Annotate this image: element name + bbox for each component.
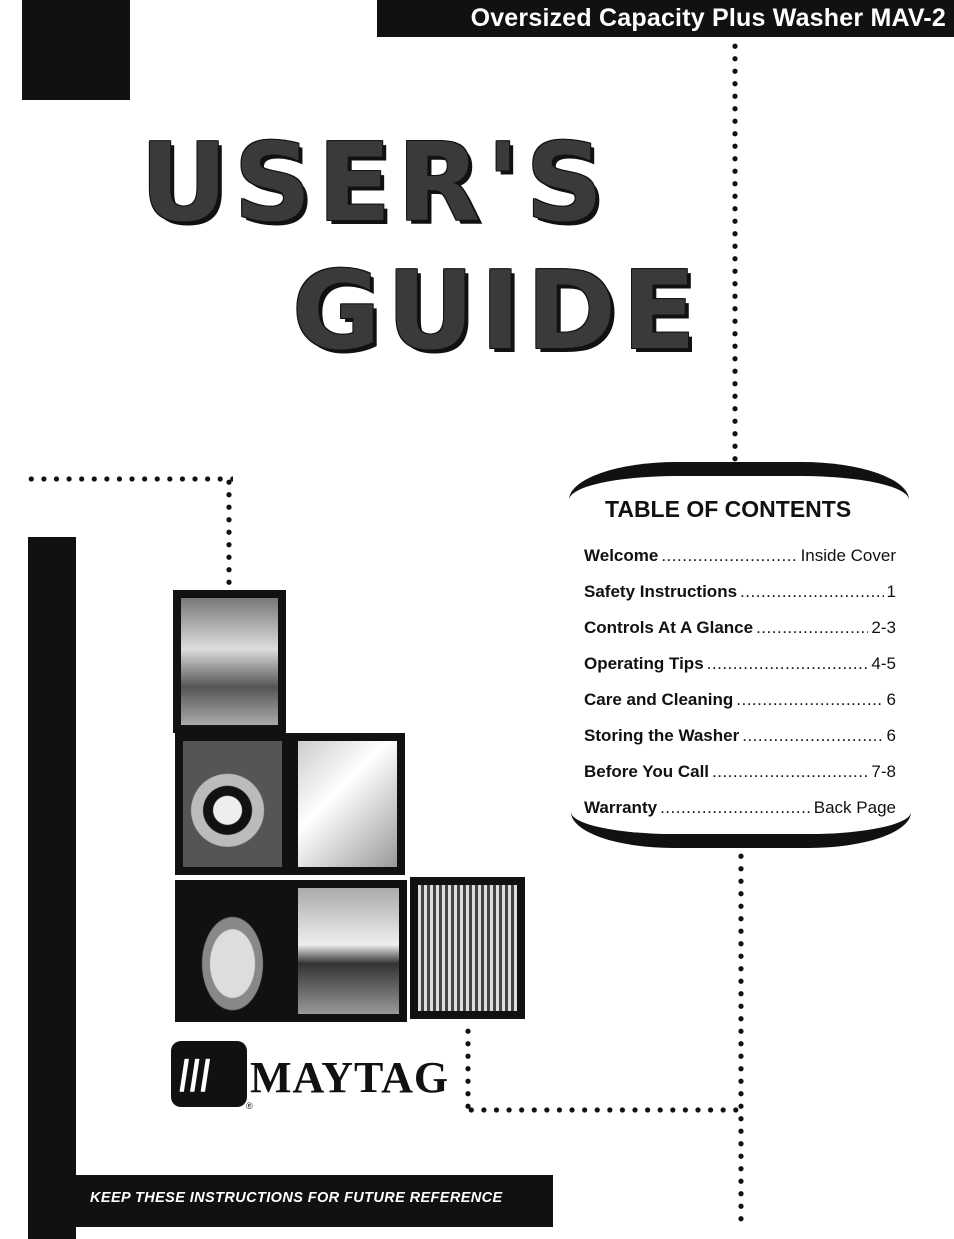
toc-heading: TABLE OF CONTENTS (605, 496, 852, 522)
photo-maytag-repairman (175, 880, 290, 1022)
dotted-rule-right-bottom (738, 850, 744, 1225)
toc-entry-label: Storing the Washer (584, 726, 740, 745)
toc-leader (661, 546, 797, 566)
dotted-rule-center-vertical (465, 1025, 471, 1113)
toc-leader (707, 654, 869, 674)
toc-entry-page: 4-5 (871, 654, 896, 673)
toc-top-arc (569, 462, 909, 500)
toc-entry-page: 6 (886, 690, 896, 709)
toc-entry-label: Operating Tips (584, 654, 704, 673)
toc-entry-page: Inside Cover (800, 546, 896, 565)
photo-cooktop (290, 880, 407, 1022)
toc-entry-label: Controls At A Glance (584, 618, 754, 637)
toc-leader (756, 618, 868, 638)
dotted-rule-right-top (732, 40, 738, 462)
corner-black-block (22, 0, 130, 100)
toc-entry-storing[interactable] (584, 726, 896, 746)
maytag-logo-icon: \\\ (171, 1041, 247, 1107)
toc-leader (742, 726, 883, 746)
toc-entry-page: 2-3 (871, 618, 896, 637)
toc-entry-before-you-call[interactable] (584, 762, 896, 782)
toc-entry-label: Care and Cleaning (584, 690, 734, 709)
toc-entry-controls[interactable] (584, 618, 896, 638)
model-title: Oversized Capacity Plus Washer MAV-2 (470, 4, 946, 32)
dotted-rule-left-vertical (226, 476, 232, 588)
toc-entry-label: Welcome (584, 546, 659, 565)
toc-entry-welcome[interactable] (584, 546, 896, 566)
dotted-rule-bottom-horizontal (465, 1107, 743, 1113)
title-guide: GUIDE (292, 249, 702, 374)
photo-washer-drum (175, 733, 290, 875)
toc-entry-label: Warranty (584, 798, 658, 817)
table-of-contents (565, 462, 910, 848)
photo-dryer-door (290, 733, 405, 875)
toc-entry-page: Back Page (813, 798, 896, 817)
toc-entry-label: Safety Instructions (584, 582, 738, 601)
photo-refrigerator (173, 590, 286, 733)
toc-entry-page: 6 (886, 726, 896, 745)
brand-name: MAYTAG (250, 1053, 450, 1102)
dotted-rule-left-horizontal (25, 476, 233, 482)
toc-entry-safety[interactable] (584, 582, 896, 602)
toc-leader (712, 762, 868, 782)
footer-notice: KEEP THESE INSTRUCTIONS FOR FUTURE REFERENCE (90, 1190, 503, 1206)
toc-entry-page: 1 (886, 582, 896, 601)
toc-leader (736, 690, 883, 710)
photo-dishwasher-rack (410, 877, 525, 1019)
toc-bottom-arc (571, 812, 911, 848)
left-black-strip (28, 537, 76, 1239)
toc-leader (740, 582, 883, 602)
toc-entry-label: Before You Call (584, 762, 710, 781)
title-users: USER'S (140, 121, 610, 246)
toc-entry-care[interactable] (584, 690, 896, 710)
toc-entry-operating-tips[interactable] (584, 654, 896, 674)
registered-mark: ® (246, 1101, 253, 1111)
toc-entry-page: 7-8 (871, 762, 896, 781)
